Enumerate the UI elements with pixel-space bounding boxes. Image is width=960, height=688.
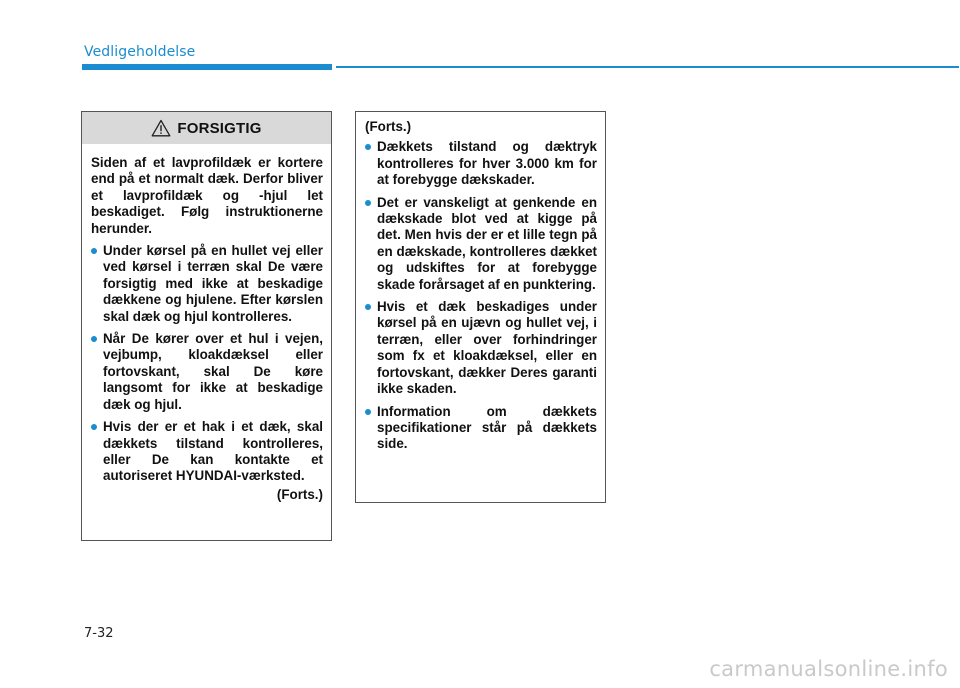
caution-bullet: Når De kører over et hul i vejen, vejbump, kloakdæksel eller fortovskant, skal De køre langsomt for ikke at beskadige dæk og hjul. <box>91 331 323 413</box>
continued-content <box>356 112 605 453</box>
continued-bullet: Dækkets tilstand og dæktryk kontrolleres for hver 3.000 km for at forebygge dækskader. <box>365 139 597 188</box>
caution-intro: Siden af et lavprofildæk er kortere end på et normalt dæk. Derfor bliver et lavprofildæk og -hjul let beskadiget. Følg instruktionerne herunder. <box>91 155 323 236</box>
continued-bullet: Hvis et dæk beskadiges under kørsel på en ujævn og hullet vej, i terræn, eller over forhindringer som fx et kloakdæksel, eller en fortovskant, dækker Deres garanti ikke skaden. <box>365 299 597 397</box>
caution-bullet: Under kørsel på en hullet vej eller ved kørsel i terræn skal De være forsigtig med ikke at beskadige dækkene og hjulene. Efter kørslen skal dæk og hjul kontrolleres. <box>91 243 323 325</box>
warning-triangle-icon <box>151 119 171 137</box>
caution-content <box>82 144 331 503</box>
watermark: carmanualsonline.info <box>709 657 948 681</box>
continued-bullet: Det er vanskeligt at genkende en dækskade blot ved at kigge på det. Men hvis der er et lille tegn på en dækskade, kontrolleres dækket og udskiftes for at forebygge skade forårsaget af en punktering. <box>365 195 597 293</box>
caution-bullet: Hvis der er et hak i et dæk, skal dækkets tilstand kontrolleres, eller De kan kontakte et autoriseret HYUNDAI-værksted. <box>91 419 323 485</box>
header-rule-thick <box>82 64 332 70</box>
page-number: 7-32 <box>84 626 114 641</box>
continued-bullet: Information om dækkets specifikationer står på dækkets side. <box>365 404 597 453</box>
continued-label: (Forts.) <box>276 486 323 502</box>
caution-header <box>82 112 331 144</box>
continued-heading: (Forts.) <box>365 119 412 134</box>
continued-box <box>355 111 606 503</box>
caution-box <box>81 111 332 541</box>
caution-heading: FORSIGTIG <box>177 119 262 137</box>
section-title: Vedligeholdelse <box>84 44 196 60</box>
header-rule-thin <box>336 66 959 68</box>
